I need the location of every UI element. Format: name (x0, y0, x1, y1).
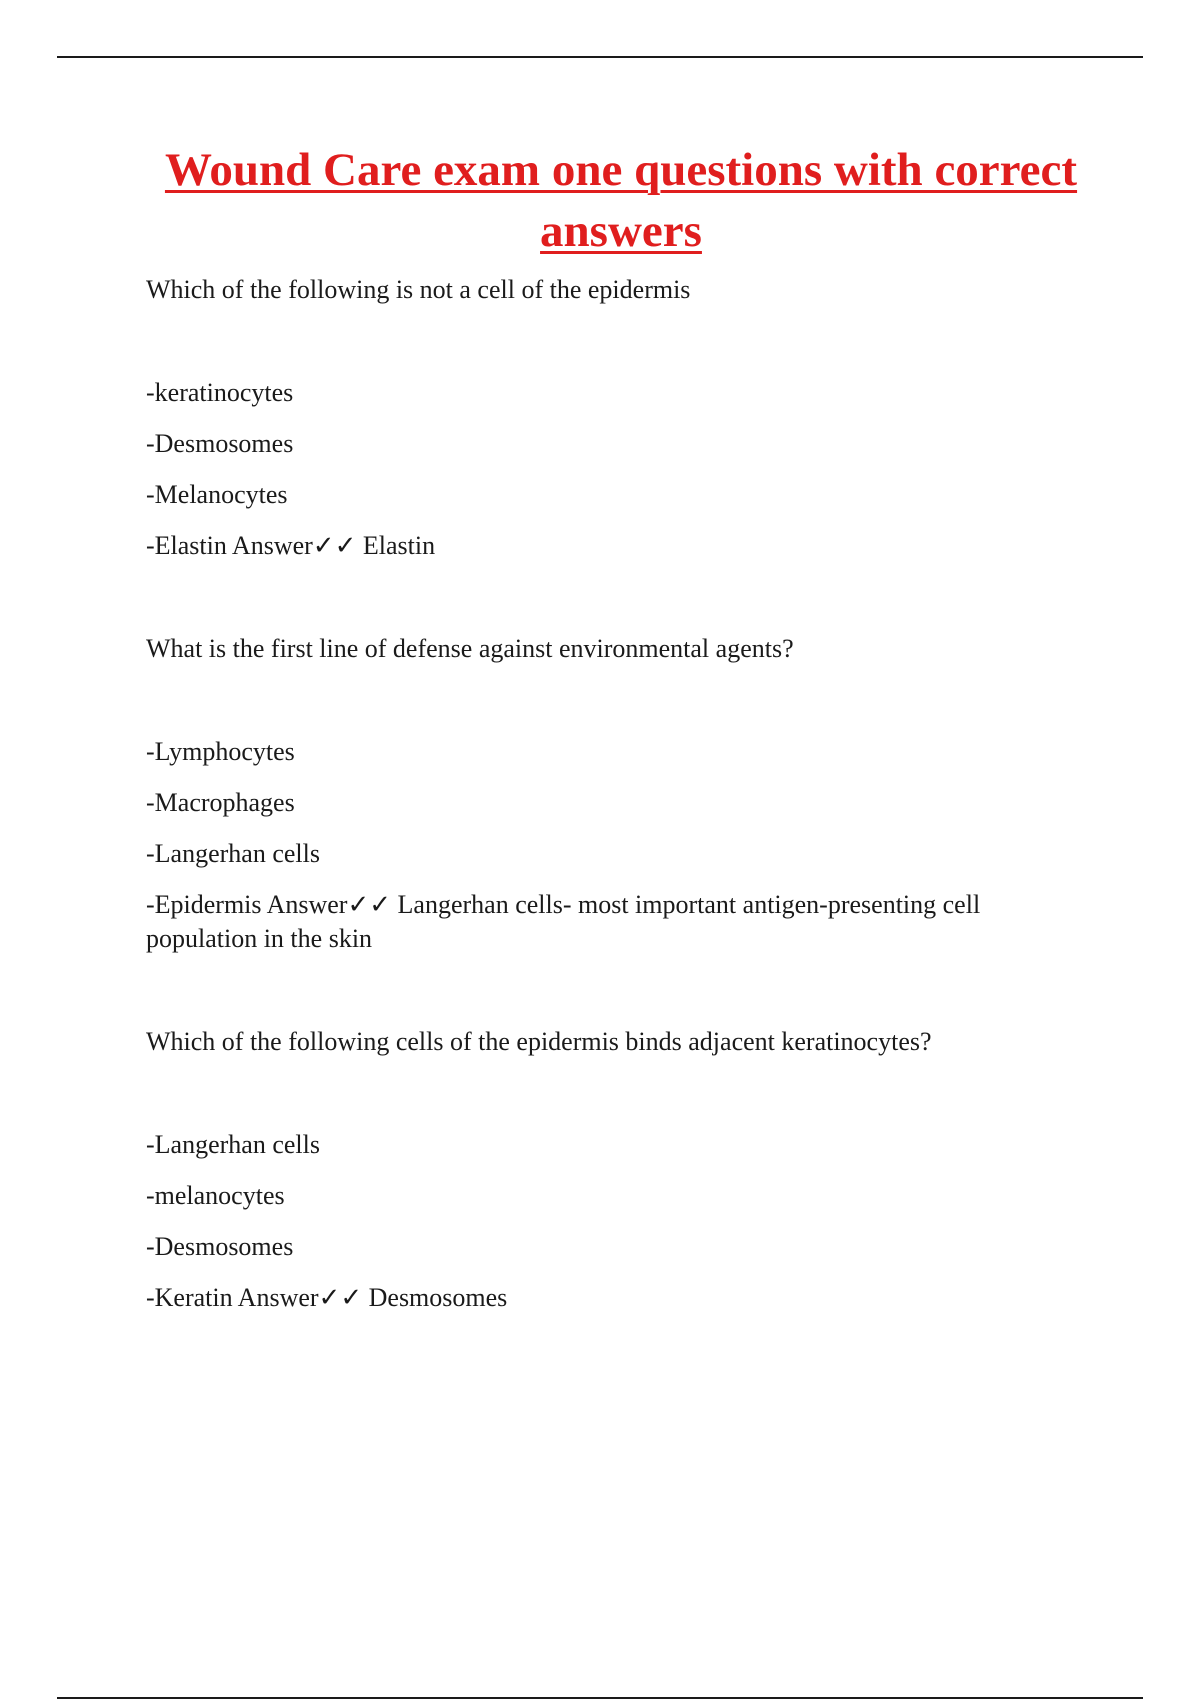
spacer (146, 563, 1096, 632)
option-item: -Desmosomes (146, 1232, 294, 1261)
top-rule (57, 56, 1143, 58)
options-list (146, 1128, 1096, 1315)
question-text: What is the first line of defense against environmental agents? (146, 634, 794, 663)
document-content (146, 140, 1096, 1315)
spacer (146, 1059, 1096, 1128)
question-text: Which of the following cells of the epidermis binds adjacent keratinocytes? (146, 1027, 932, 1056)
option-item: -keratinocytes (146, 378, 294, 407)
option-with-answer: -Elastin Answer✓✓ Elastin (146, 531, 436, 560)
option-item: -Langerhan cells (146, 1130, 320, 1159)
option-item: -Desmosomes (146, 429, 294, 458)
spacer (146, 956, 1096, 1025)
option-item: -Lymphocytes (146, 737, 295, 766)
option-item: -Langerhan cells (146, 839, 320, 868)
spacer (146, 666, 1096, 735)
document-title: Wound Care exam one questions with correct answers (164, 144, 1078, 257)
option-with-answer: -Keratin Answer✓✓ Desmosomes (146, 1283, 508, 1312)
bottom-rule (57, 1697, 1143, 1699)
option-item: -Melanocytes (146, 480, 288, 509)
question-block-2 (146, 632, 1096, 956)
options-list (146, 376, 1096, 563)
option-item: -Macrophages (146, 788, 295, 817)
spacer (146, 307, 1096, 376)
question-block-1 (146, 273, 1096, 563)
question-text: Which of the following is not a cell of the epidermis (146, 275, 691, 304)
options-list (146, 735, 1096, 956)
question-block-3 (146, 1025, 1096, 1315)
option-with-answer: -Epidermis Answer✓✓ Langerhan cells- most important antigen-presenting cell population in the skin (146, 890, 981, 953)
option-item: -melanocytes (146, 1181, 285, 1210)
